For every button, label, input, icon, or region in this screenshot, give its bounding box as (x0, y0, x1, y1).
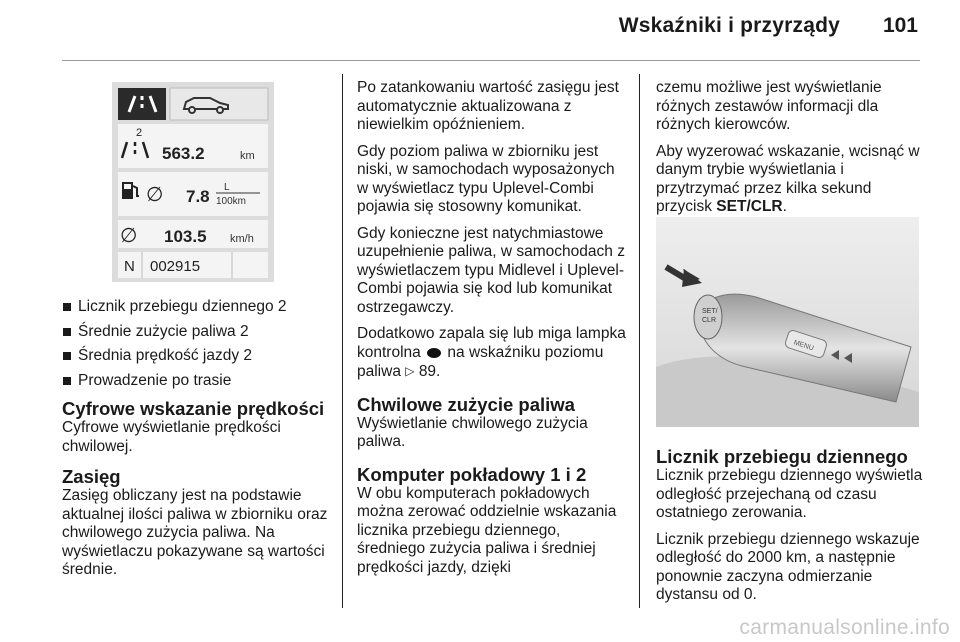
page-header (0, 0, 960, 66)
paragraph: Gdy konieczne jest natychmiastowe uzupełnienie paliwa, w samochodach z wyświetlaczem typu Midlevel i Uplevel-Combi pojawia się kod lub komunikat ostrzegawczy. (357, 224, 625, 316)
set-label: SET/ (702, 308, 718, 315)
list-item: Licznik przebiegu dziennego 2 (62, 298, 332, 317)
column-3-lower (656, 446, 926, 613)
warning-lamp-icon (427, 348, 441, 358)
paragraph: Zasięg obliczany jest na podstawie aktualnej ilości paliwa w zbiorniku oraz chwilowego zużycia paliwa. Na wyświetlaczu pokazywane są wartości średnie. (62, 487, 328, 578)
odometer-value: 002915 (150, 258, 201, 275)
heading-trip-computer: Komputer pokładowy 1 i 2 (357, 463, 587, 485)
page-number: 101 (882, 14, 918, 37)
list-item: Średnie zużycie paliwa 2 (62, 323, 332, 342)
fuel-avg-symbol: ∅ (146, 184, 164, 206)
list-item: Średnia prędkość jazdy 2 (62, 347, 332, 366)
trip-unit: km (240, 150, 255, 162)
stalk-figure (656, 217, 919, 427)
column-divider-1 (342, 74, 343, 608)
display-figure (112, 82, 274, 282)
paragraph: Po zatankowaniu wartość zasięgu jest automatycznie aktualizowana z niewielkim opóźnieniem. (357, 79, 619, 133)
column-1 (62, 298, 332, 588)
paragraph: Dodatkowo zapala się lub miga lampka kontrolna na wskaźniku poziomu paliwa ▷ 89. (357, 325, 626, 380)
page-ref-icon: ▷ (405, 364, 415, 378)
column-3 (656, 79, 926, 225)
fuel-unit-bottom: 100km (216, 196, 247, 207)
paragraph: Wyświetlanie chwilowego zużycia paliwa. (357, 414, 588, 450)
gear-indicator: N (124, 258, 135, 275)
menu-label: MENU (792, 339, 815, 353)
paragraph: Licznik przebiegu dziennego wyświetla odległość przejechaną od czasu ostatniego zerowania. (656, 467, 923, 521)
watermark: carmanualsonline.info (739, 616, 950, 639)
fuel-unit-top: L (224, 182, 230, 193)
list-item: Prowadzenie po trasie (62, 372, 332, 391)
paragraph: Licznik przebiegu dziennego wskazuje odległość do 2000 km, a następnie ponownie zaczyna odmierzanie dystansu od 0. (656, 530, 920, 603)
display-options-list (62, 298, 332, 390)
trip-index: 2 (136, 127, 143, 139)
clr-label: CLR (702, 317, 717, 324)
paragraph: W obu komputerach pokładowych można zerować oddzielnie wskazania licznika przebiegu dziennego, średniego zużycia paliwa i średniej prędkości jazdy, dzięki (357, 484, 617, 576)
heading-range: Zasięg (62, 466, 121, 487)
fuel-value: 7.8 (186, 187, 210, 206)
column-divider-2 (639, 74, 640, 608)
button-name: SET/CLR (716, 198, 783, 215)
paragraph: Aby wyzerować wskazanie, wcisnąć w danym trybie wyświetlania i przytrzymać przez kilka sekund przycisk SET/CLR. (656, 142, 920, 215)
heading-digital-speed: Cyfrowe wskazanie prędkości (62, 398, 325, 419)
paragraph: Cyfrowe wyświetlanie prędkości chwilowej. (62, 419, 281, 455)
speed-avg-symbol: ∅ (120, 225, 138, 247)
paragraph: czemu możliwe jest wyświetlanie różnych zestawów informacji dla różnych kierowców. (656, 79, 882, 133)
paragraph: Gdy poziom paliwa w zbiorniku jest niski, w samochodach wyposażonych w wyświetlacz typu Uplevel-Combi pojawia się stosowny komunikat. (357, 142, 615, 215)
page-reference: 89. (418, 363, 441, 380)
column-2 (357, 79, 629, 585)
speed-value: 103.5 (164, 227, 207, 246)
header-rule (62, 60, 920, 61)
speed-unit: km/h (230, 233, 254, 245)
heading-instant-fuel: Chwilowe zużycie paliwa (357, 393, 575, 415)
trip-value: 563.2 (162, 144, 205, 163)
heading-trip-odometer: Licznik przebiegu dziennego (656, 446, 908, 467)
section-title: Wskaźniki i przyrządy (618, 14, 840, 37)
